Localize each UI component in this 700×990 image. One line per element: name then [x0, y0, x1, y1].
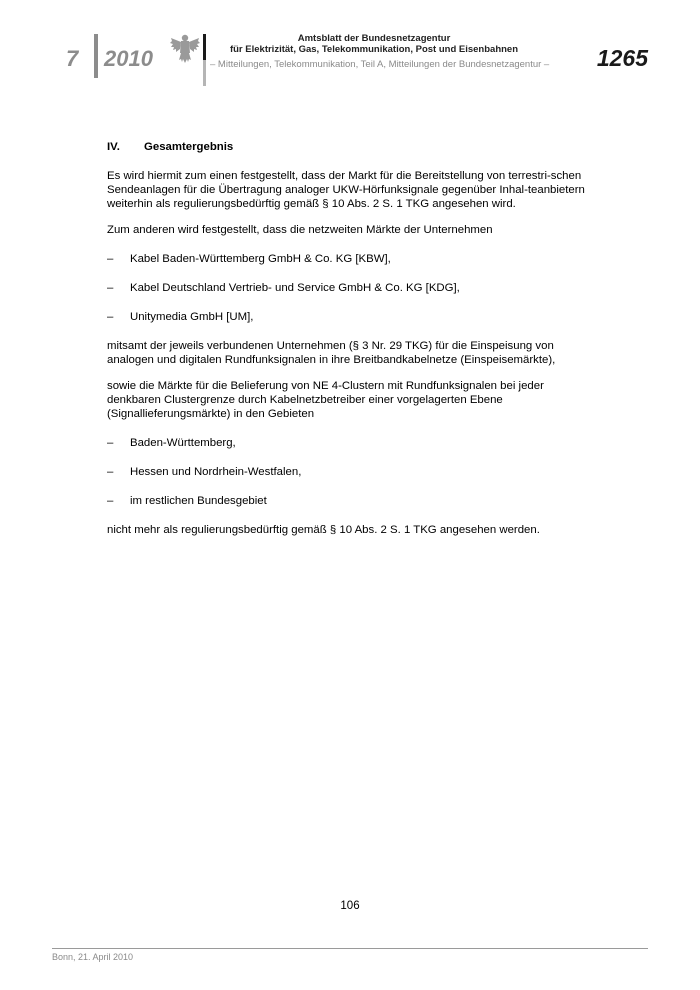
footer-place-date: Bonn, 21. April 2010: [52, 952, 134, 962]
list-item-text: Hessen und Nordrhein-Westfalen,: [130, 466, 302, 478]
list-item: [107, 494, 585, 508]
publication-title-line2: für Elektrizität, Gas, Telekommunikation, Post und Eisenbahnen: [229, 44, 519, 55]
dash-bullet: –: [107, 311, 114, 323]
list-item: [107, 310, 585, 324]
list-item: [107, 436, 585, 450]
federal-eagle-icon: [170, 32, 200, 66]
dash-bullet: –: [107, 437, 114, 449]
document-body: [107, 140, 585, 549]
dash-bullet: –: [107, 253, 114, 265]
publication-title-line1: Amtsblatt der Bundesnetzagentur: [297, 33, 451, 44]
journal-page-number: 1265: [596, 45, 648, 71]
paragraph-2: Zum anderen wird festgestellt, dass die netzweiten Märkte der Unternehmen: [107, 224, 493, 236]
issue-number: 7: [66, 46, 79, 71]
list-item-text: im restlichen Bundesgebiet: [130, 495, 267, 507]
list-item-text: Baden-Württemberg,: [130, 437, 236, 449]
dash-bullet: –: [107, 495, 114, 507]
publication-subtitle: – Mitteilungen, Telekommunikation, Teil A, Mitteilungen der Bundesnetzagentur –: [210, 59, 550, 70]
paragraph-3: mitsamt der jeweils verbundenen Unternehmen (§ 3 Nr. 29 TKG) für die Einspeisung von analogen und digitalen Rundfunksignalen in ihre Breitbandkabelnetze (Einspeisemärkte),: [107, 340, 556, 366]
list-item: [107, 252, 585, 266]
list-item: [107, 281, 585, 295]
header-divider-right-grey: [203, 60, 206, 86]
header-divider-left: [94, 34, 98, 78]
header-year: 2010: [104, 46, 153, 71]
list-item-text: Kabel Deutschland Vertrieb- und Service GmbH & Co. KG [KDG],: [130, 282, 460, 294]
paragraph-5: nicht mehr als regulierungsbedürftig gemäß § 10 Abs. 2 S. 1 TKG angesehen werden.: [107, 524, 540, 536]
paragraph-1: Es wird hiermit zum einen festgestellt, dass der Markt für die Bereitstellung von terrestri-schen Sendeanlagen für die Übertragung analoger UKW-Hörfunksignale gegenüber Inhal-teanbietern weiterhin als regulierungsbedürftig gemäß § 10 Abs. 2 S. 1 TKG angesehen wird.: [107, 170, 585, 210]
dash-bullet: –: [107, 282, 114, 294]
paragraph-4: sowie die Märkte für die Belieferung von NE 4-Clustern mit Rundfunksignalen bei jeder denkbaren Clustergrenze durch Kabelnetzbetreiber einer vorgelagerten Ebene (Signallieferungsmärkte) in den Gebieten: [107, 380, 544, 420]
list-item-text: Kabel Baden-Württemberg GmbH & Co. KG [KBW],: [130, 253, 391, 265]
section-number: IV.: [107, 141, 120, 153]
list-item-text: Unitymedia GmbH [UM],: [130, 311, 254, 323]
section-heading: [107, 140, 585, 154]
footer-divider: [52, 948, 648, 949]
document-page-number: 106: [340, 900, 360, 912]
dash-bullet: –: [107, 466, 114, 478]
list-item: [107, 465, 585, 479]
section-title: Gesamtergebnis: [144, 141, 234, 153]
